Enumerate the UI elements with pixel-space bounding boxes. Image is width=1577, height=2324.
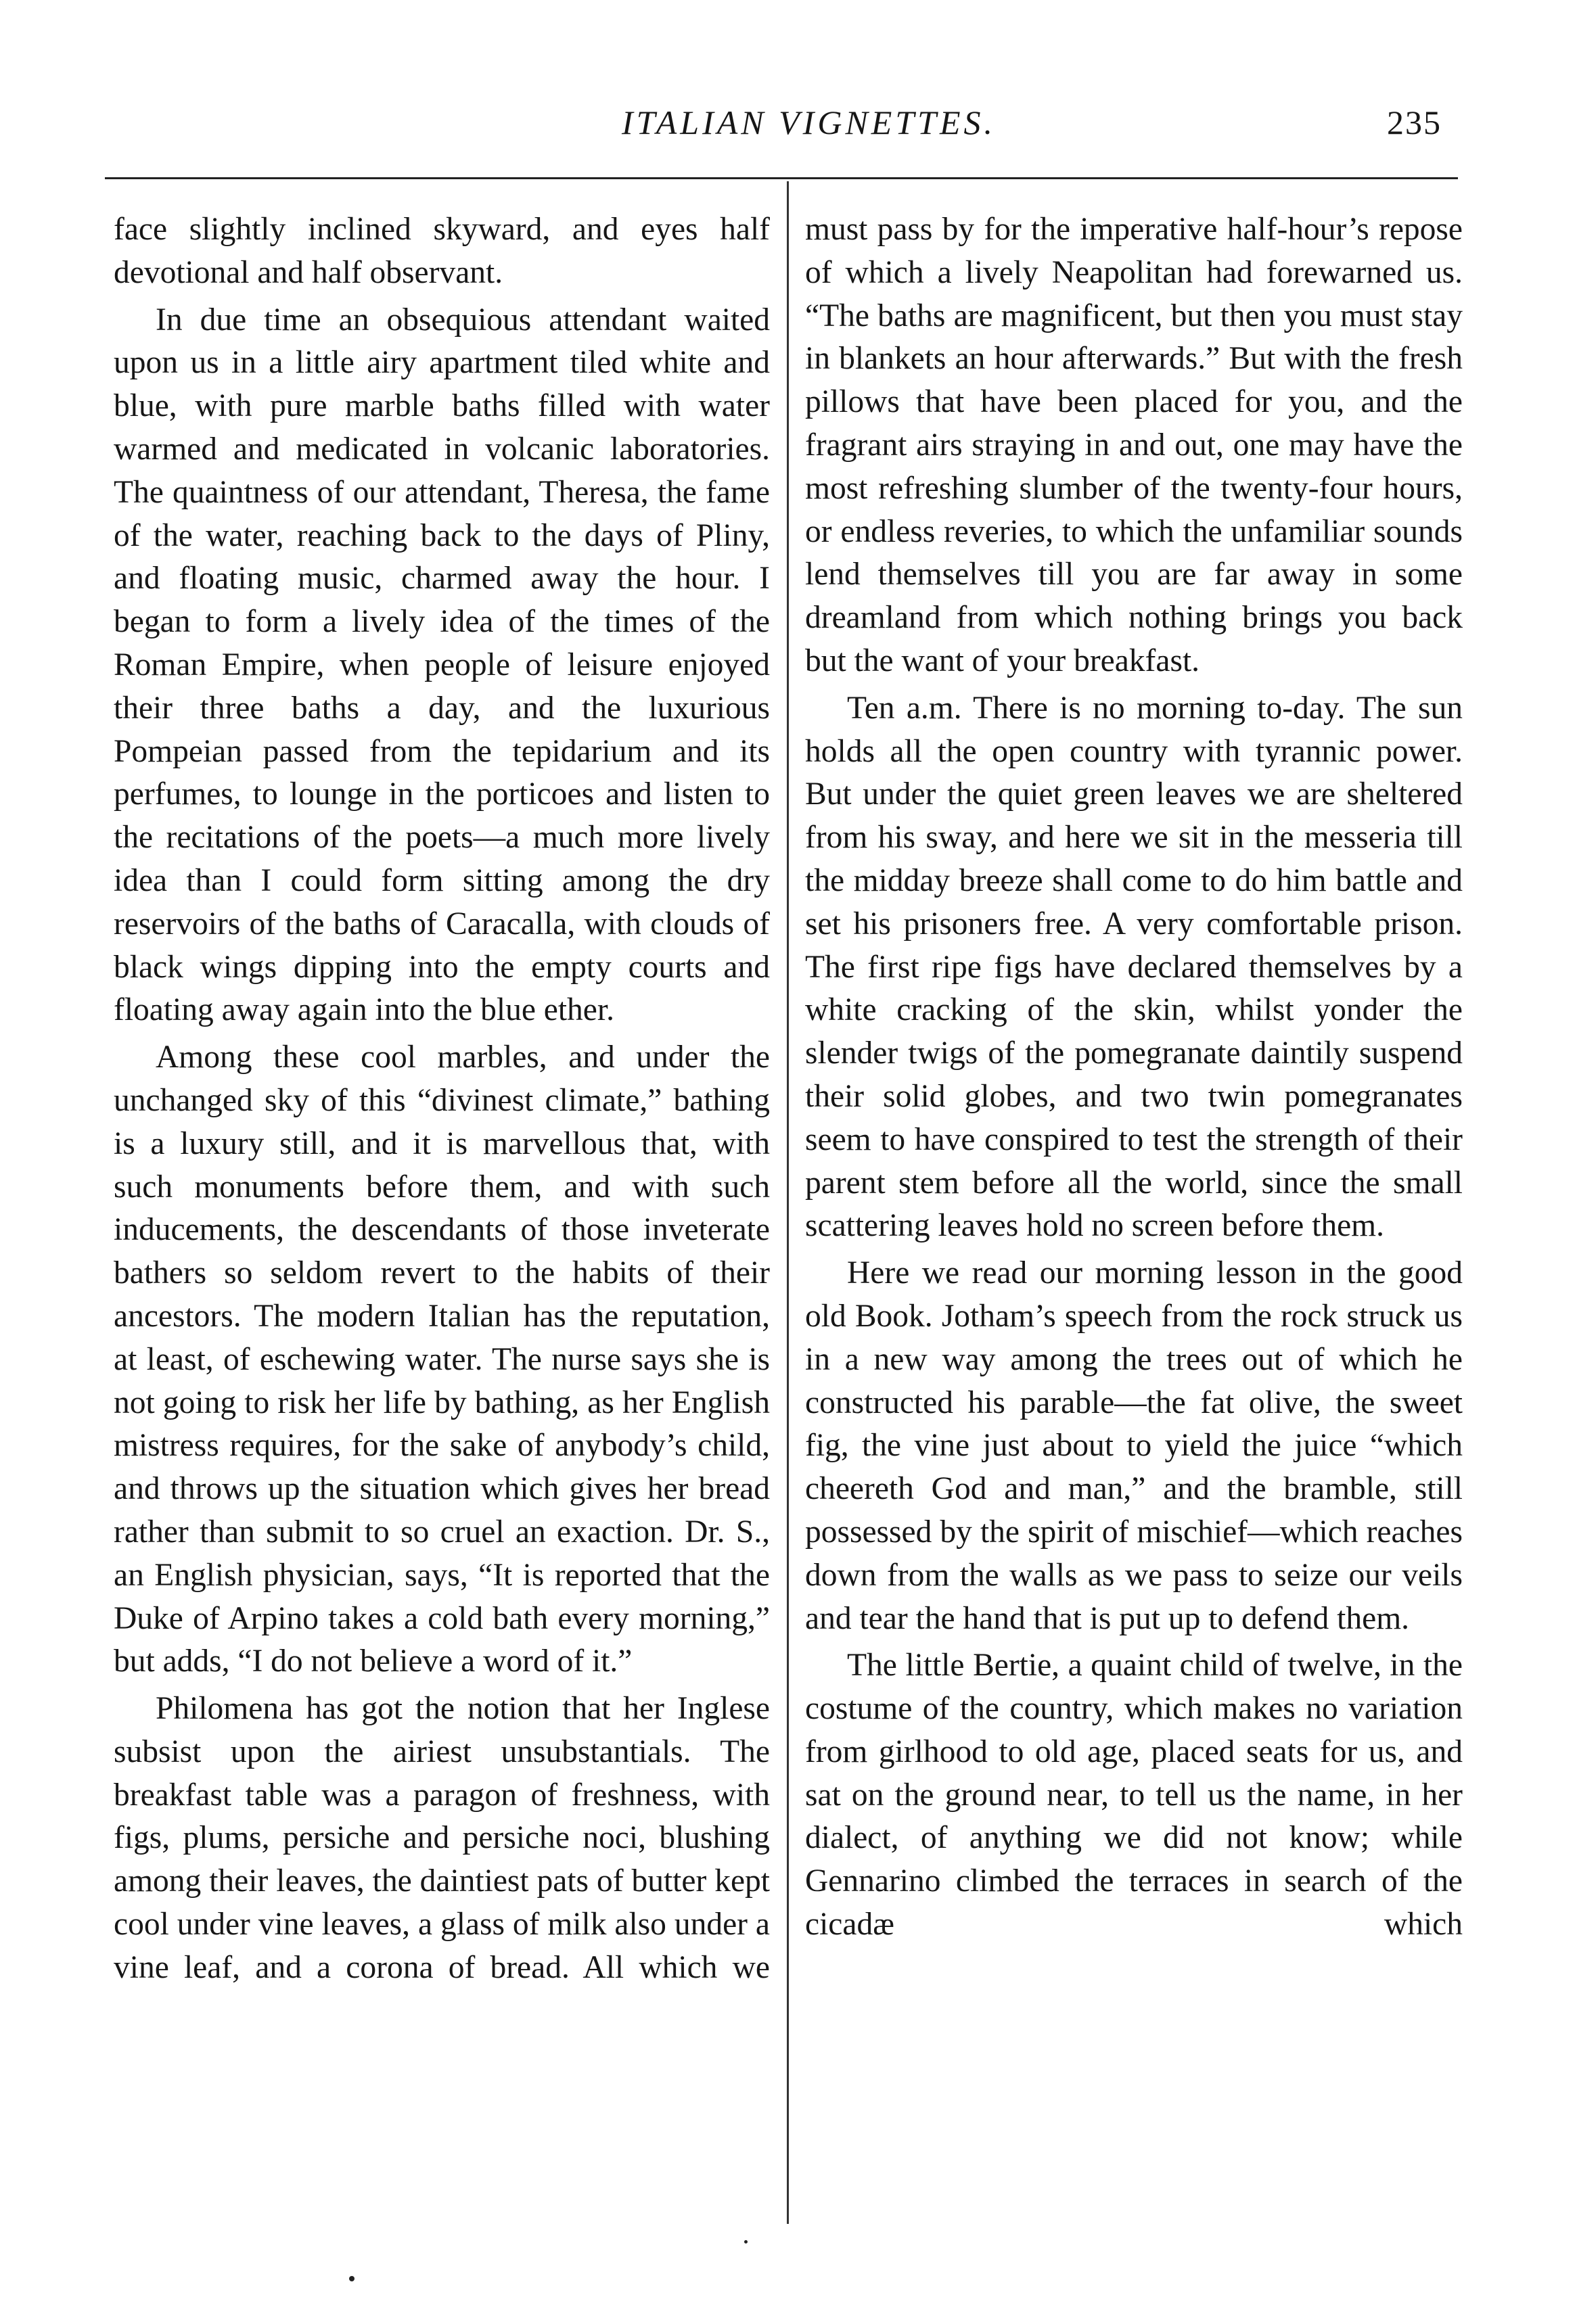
ink-speck bbox=[349, 2276, 355, 2281]
left-column bbox=[114, 208, 770, 1990]
header-rule bbox=[105, 177, 1458, 179]
paragraph: Here we read our morning lesson in the good old Book. Jotham’s speech from the rock struck us in a new way among the trees out of which he constructed his parable—the fat olive, the sweet fig, the vine just about to yield the juice “which cheereth God and man,” and the bramble, still possessed by the spirit of mischief—which reaches down from the walls as we pass to seize our veils and tear the hand that is put up to defend them. bbox=[805, 1255, 1463, 1636]
running-head bbox=[0, 103, 1577, 150]
paragraph: Ten a.m. There is no morning to-day. The sun holds all the open country with tyrannic power. But under the quiet green leaves we are sheltered from his sway, and here we sit in the messeria till the midday breeze shall come to do him battle and set his prisoners free. A very comfortable prison. The first ripe figs have declared themselves by a white cracking of the skin, whilst yonder the slender twigs of the pomegranate daintily suspend their solid globes, and two twin pomegranates seem to have conspired to test the strength of their parent stem before all the world, since the small scattering leaves hold no screen before them. bbox=[805, 690, 1463, 1244]
page-number: 235 bbox=[1387, 103, 1442, 141]
paragraph: face slightly inclined skyward, and eyes half devotional and half observant. bbox=[114, 212, 770, 290]
right-column bbox=[805, 208, 1463, 1947]
column-divider bbox=[787, 181, 789, 2224]
paragraph: Philomena has got the notion that her Inglese subsist upon the airiest unsubstantials. The breakfast table was a paragon of freshness, with figs, plums, persiche and persiche noci, blushing among their leaves, the daintiest pats of butter kept cool under vine leaves, a glass of milk also under a vine leaf, and a corona of bread. All which we bbox=[114, 1691, 770, 1985]
paragraph: In due time an obsequious attendant waited upon us in a little airy apartment tiled white and blue, with pure marble baths filled with water warmed and medicated in volcanic laboratories. The quaintness of our attendant, Theresa, the fame of the water, reaching back to the days of Pliny, and floating music, charmed away the hour. I began to form a lively idea of the times of the Roman Empire, when people of leisure enjoyed their three baths a day, and the luxurious Pompeian passed from the tepidarium and its perfumes, to lounge in the porticoes and listen to the recitations of the poets—a much more lively idea than I could form sitting among the dry reservoirs of the baths of Caracalla, with clouds of black wings dipping into the empty courts and floating away again into the blue ether. bbox=[114, 302, 770, 1028]
paragraph: Among these cool marbles, and under the unchanged sky of this “divinest climate,” bathing is a luxury still, and it is marvellous that, with such monuments before them, and with such inducements, the descendants of those inveterate bathers so seldom revert to the habits of their ancestors. The modern Italian has the reputation, at least, of eschewing water. The nurse says she is not going to risk her life by bathing, as her English mistress requires, for the sake of anybody’s child, and throws up the situation which gives her bread rather than submit to so cruel an exaction. Dr. S., an English physician, says, “It is reported that the Duke of Arpino takes a cold bath every morning,” but adds, “I do not believe a word of it.” bbox=[114, 1040, 770, 1679]
ink-speck bbox=[744, 2240, 748, 2244]
paragraph: must pass by for the imperative half-hour’s repose of which a lively Neapolitan had forewarned us. “The baths are magnificent, but then you must stay in blankets an hour afterwards.” But with the fresh pillows that have been placed for you, and the fragrant airs straying in and out, one may have the most refreshing slumber of the twenty-four hours, or endless reveries, to which the unfamiliar sounds lend themselves till you are far away in some dreamland from which nothing brings you back but the want of your breakfast. bbox=[805, 212, 1463, 678]
paragraph: The little Bertie, a quaint child of twelve, in the costume of the country, which makes no variation from girlhood to old age, placed seats for us, and sat on the ground near, to tell us the name, in her dialect, of anything we did not know; while Gennarino climbed the terraces in search of the cicadæ which bbox=[805, 1648, 1463, 1943]
running-title: ITALIAN VIGNETTES. bbox=[622, 103, 996, 141]
